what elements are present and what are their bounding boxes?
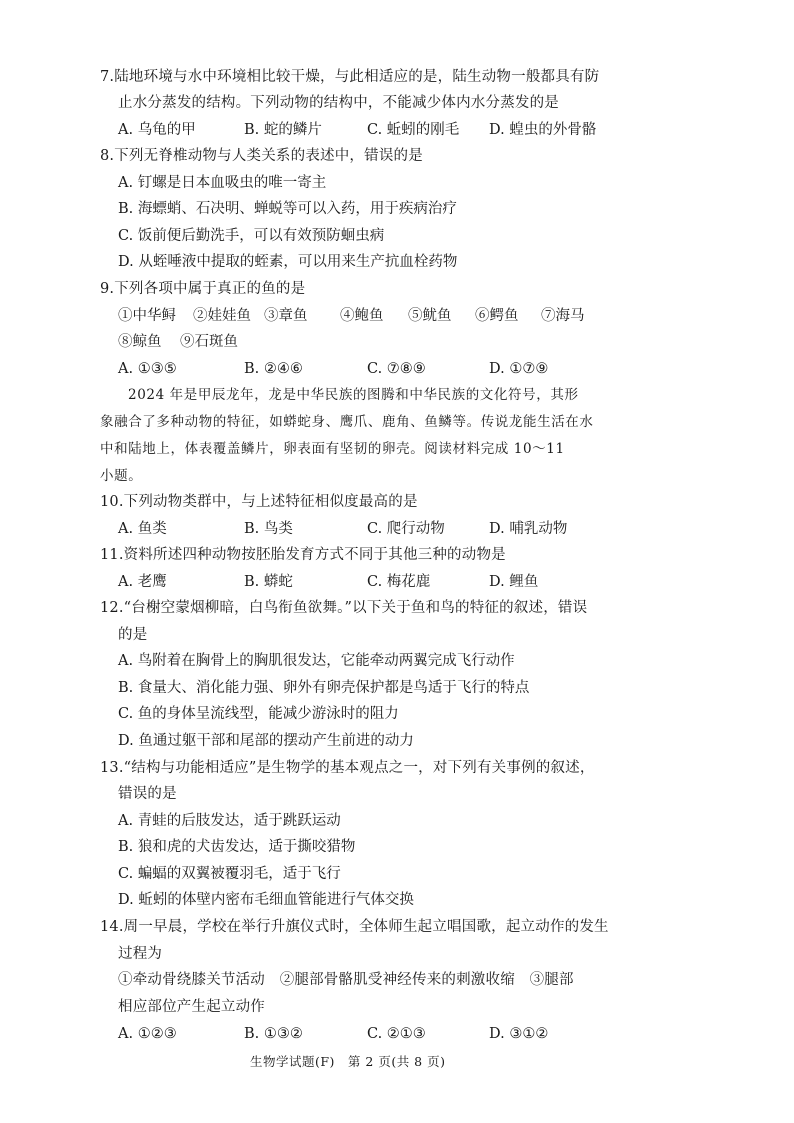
question-14-steps-line-2: 相应部位产生起立动作 (118, 999, 265, 1015)
passage-line-2: 象融合了多种动物的特征，如蟒蛇身、鹰爪、鹿角、鱼鳞等。传说龙能生活在水 (100, 414, 594, 430)
question-9-item-8: ⑧鲸鱼 (118, 334, 162, 350)
question-14-option-a: A. ①②③ (118, 1026, 177, 1042)
question-13-option-c: C. 蝙蝠的双翼被覆羽毛，适于飞行 (118, 866, 341, 882)
question-7-stem-line-1: 7.陆地环境与水中环境相比较干燥，与此相适应的是，陆生动物一般都具有防 (100, 69, 600, 85)
question-13-stem-line-2: 错误的是 (118, 786, 177, 802)
question-13-option-d: D. 蚯蚓的体壁内密布毛细血管能进行气体交换 (118, 892, 414, 908)
question-11-option-c: C. 梅花鹿 (367, 574, 431, 590)
question-11-option-b: B. 蟒蛇 (244, 574, 293, 590)
question-14-steps-line-1: ①牵动骨绕膝关节活动 ②腿部骨骼肌受神经传来的刺激收缩 ③腿部 (118, 972, 574, 988)
question-11-option-a: A. 老鹰 (118, 574, 167, 590)
question-12-option-b: B. 食量大、消化能力强、卵外有卵壳保护都是鸟适于飞行的特点 (118, 680, 530, 696)
question-10-option-a: A. 鱼类 (118, 521, 167, 537)
question-11-option-d: D. 鲤鱼 (489, 574, 539, 590)
question-8-option-d: D. 从蛭唾液中提取的蛭素，可以用来生产抗血栓药物 (118, 254, 458, 270)
passage-line-3: 中和陆地上，体表覆盖鳞片，卵表面有坚韧的卵壳。阅读材料完成 10～11 (100, 441, 565, 457)
question-12-option-c: C. 鱼的身体呈流线型，能减少游泳时的阻力 (118, 706, 399, 722)
question-7-option-c: C. 蚯蚓的刚毛 (367, 122, 460, 138)
question-12-option-d: D. 鱼通过躯干部和尾部的摆动产生前进的动力 (118, 733, 414, 749)
question-9-item-2: ②娃娃鱼 (193, 308, 251, 324)
question-7-stem-line-2: 止水分蒸发的结构。下列动物的结构中，不能减少体内水分蒸发的是 (118, 95, 559, 111)
question-9-stem: 9.下列各项中属于真正的鱼的是 (100, 281, 306, 297)
question-7-option-b: B. 蛇的鳞片 (244, 122, 322, 138)
question-8-option-b: B. 海螵蛸、石决明、蝉蜕等可以入药，用于疾病治疗 (118, 201, 457, 217)
question-9-item-9: ⑨石斑鱼 (180, 334, 238, 350)
question-8-option-c: C. 饭前便后勤洗手，可以有效预防蛔虫病 (118, 228, 385, 244)
question-8-stem: 8.下列无脊椎动物与人类关系的表述中，错误的是 (100, 148, 423, 164)
question-14-stem-line-1: 14.周一早晨，学校在举行升旗仪式时，全体师生起立唱国歌，起立动作的发生 (100, 919, 609, 935)
question-14-option-c: C. ②①③ (367, 1026, 426, 1042)
question-9-item-1: ①中华鲟 (118, 308, 176, 324)
question-9-option-a: A. ①③⑤ (118, 361, 177, 377)
question-12-stem-line-1: 12.“台榭空蒙烟柳暗，白鸟衔鱼欲舞。”以下关于鱼和鸟的特征的叙述，错误 (100, 600, 588, 616)
question-12-stem-line-2: 的是 (118, 627, 148, 643)
question-10-stem: 10.下列动物类群中，与上述特征相似度最高的是 (100, 494, 418, 510)
question-9-item-6: ⑥鳄鱼 (475, 308, 519, 324)
question-10-option-d: D. 哺乳动物 (489, 521, 568, 537)
question-14-stem-line-2: 过程为 (118, 946, 163, 962)
question-12-option-a: A. 鸟附着在胸骨上的胸肌很发达，它能牵动两翼完成飞行动作 (118, 653, 515, 669)
question-13-stem-line-1: 13.“结构与功能相适应”是生物学的基本观点之一，对下列有关事例的叙述， (100, 760, 595, 776)
question-14-option-b: B. ①③② (244, 1026, 303, 1042)
question-9-option-d: D. ①⑦⑨ (489, 361, 549, 377)
question-9-option-c: C. ⑦⑧⑨ (367, 361, 426, 377)
question-14-option-d: D. ③①② (489, 1026, 549, 1042)
question-9-option-b: B. ②④⑥ (244, 361, 303, 377)
question-10-option-b: B. 鸟类 (244, 521, 293, 537)
question-7-option-a: A. 乌龟的甲 (118, 122, 196, 138)
question-9-item-4: ④鲍鱼 (340, 308, 384, 324)
question-13-option-a: A. 青蛙的后肢发达，适于跳跃运动 (118, 813, 341, 829)
question-11-stem: 11.资料所述四种动物按胚胎发育方式不同于其他三种的动物是 (100, 547, 506, 563)
passage-line-1: 2024 年是甲辰龙年，龙是中华民族的图腾和中华民族的文化符号，其形 (128, 387, 579, 403)
question-10-option-c: C. 爬行动物 (367, 521, 445, 537)
question-8-option-a: A. 钉螺是日本血吸虫的唯一寄主 (118, 175, 327, 191)
question-9-item-5: ⑤鱿鱼 (408, 308, 452, 324)
question-13-option-b: B. 狼和虎的犬齿发达，适于撕咬猎物 (118, 839, 356, 855)
question-7-option-d: D. 蝗虫的外骨骼 (489, 122, 597, 138)
page-footer: 生物学试题(F) 第 2 页(共 8 页) (250, 1054, 446, 1069)
passage-line-4: 小题。 (100, 468, 143, 484)
question-9-item-7: ⑦海马 (541, 308, 585, 324)
question-9-item-3: ③章鱼 (264, 308, 308, 324)
